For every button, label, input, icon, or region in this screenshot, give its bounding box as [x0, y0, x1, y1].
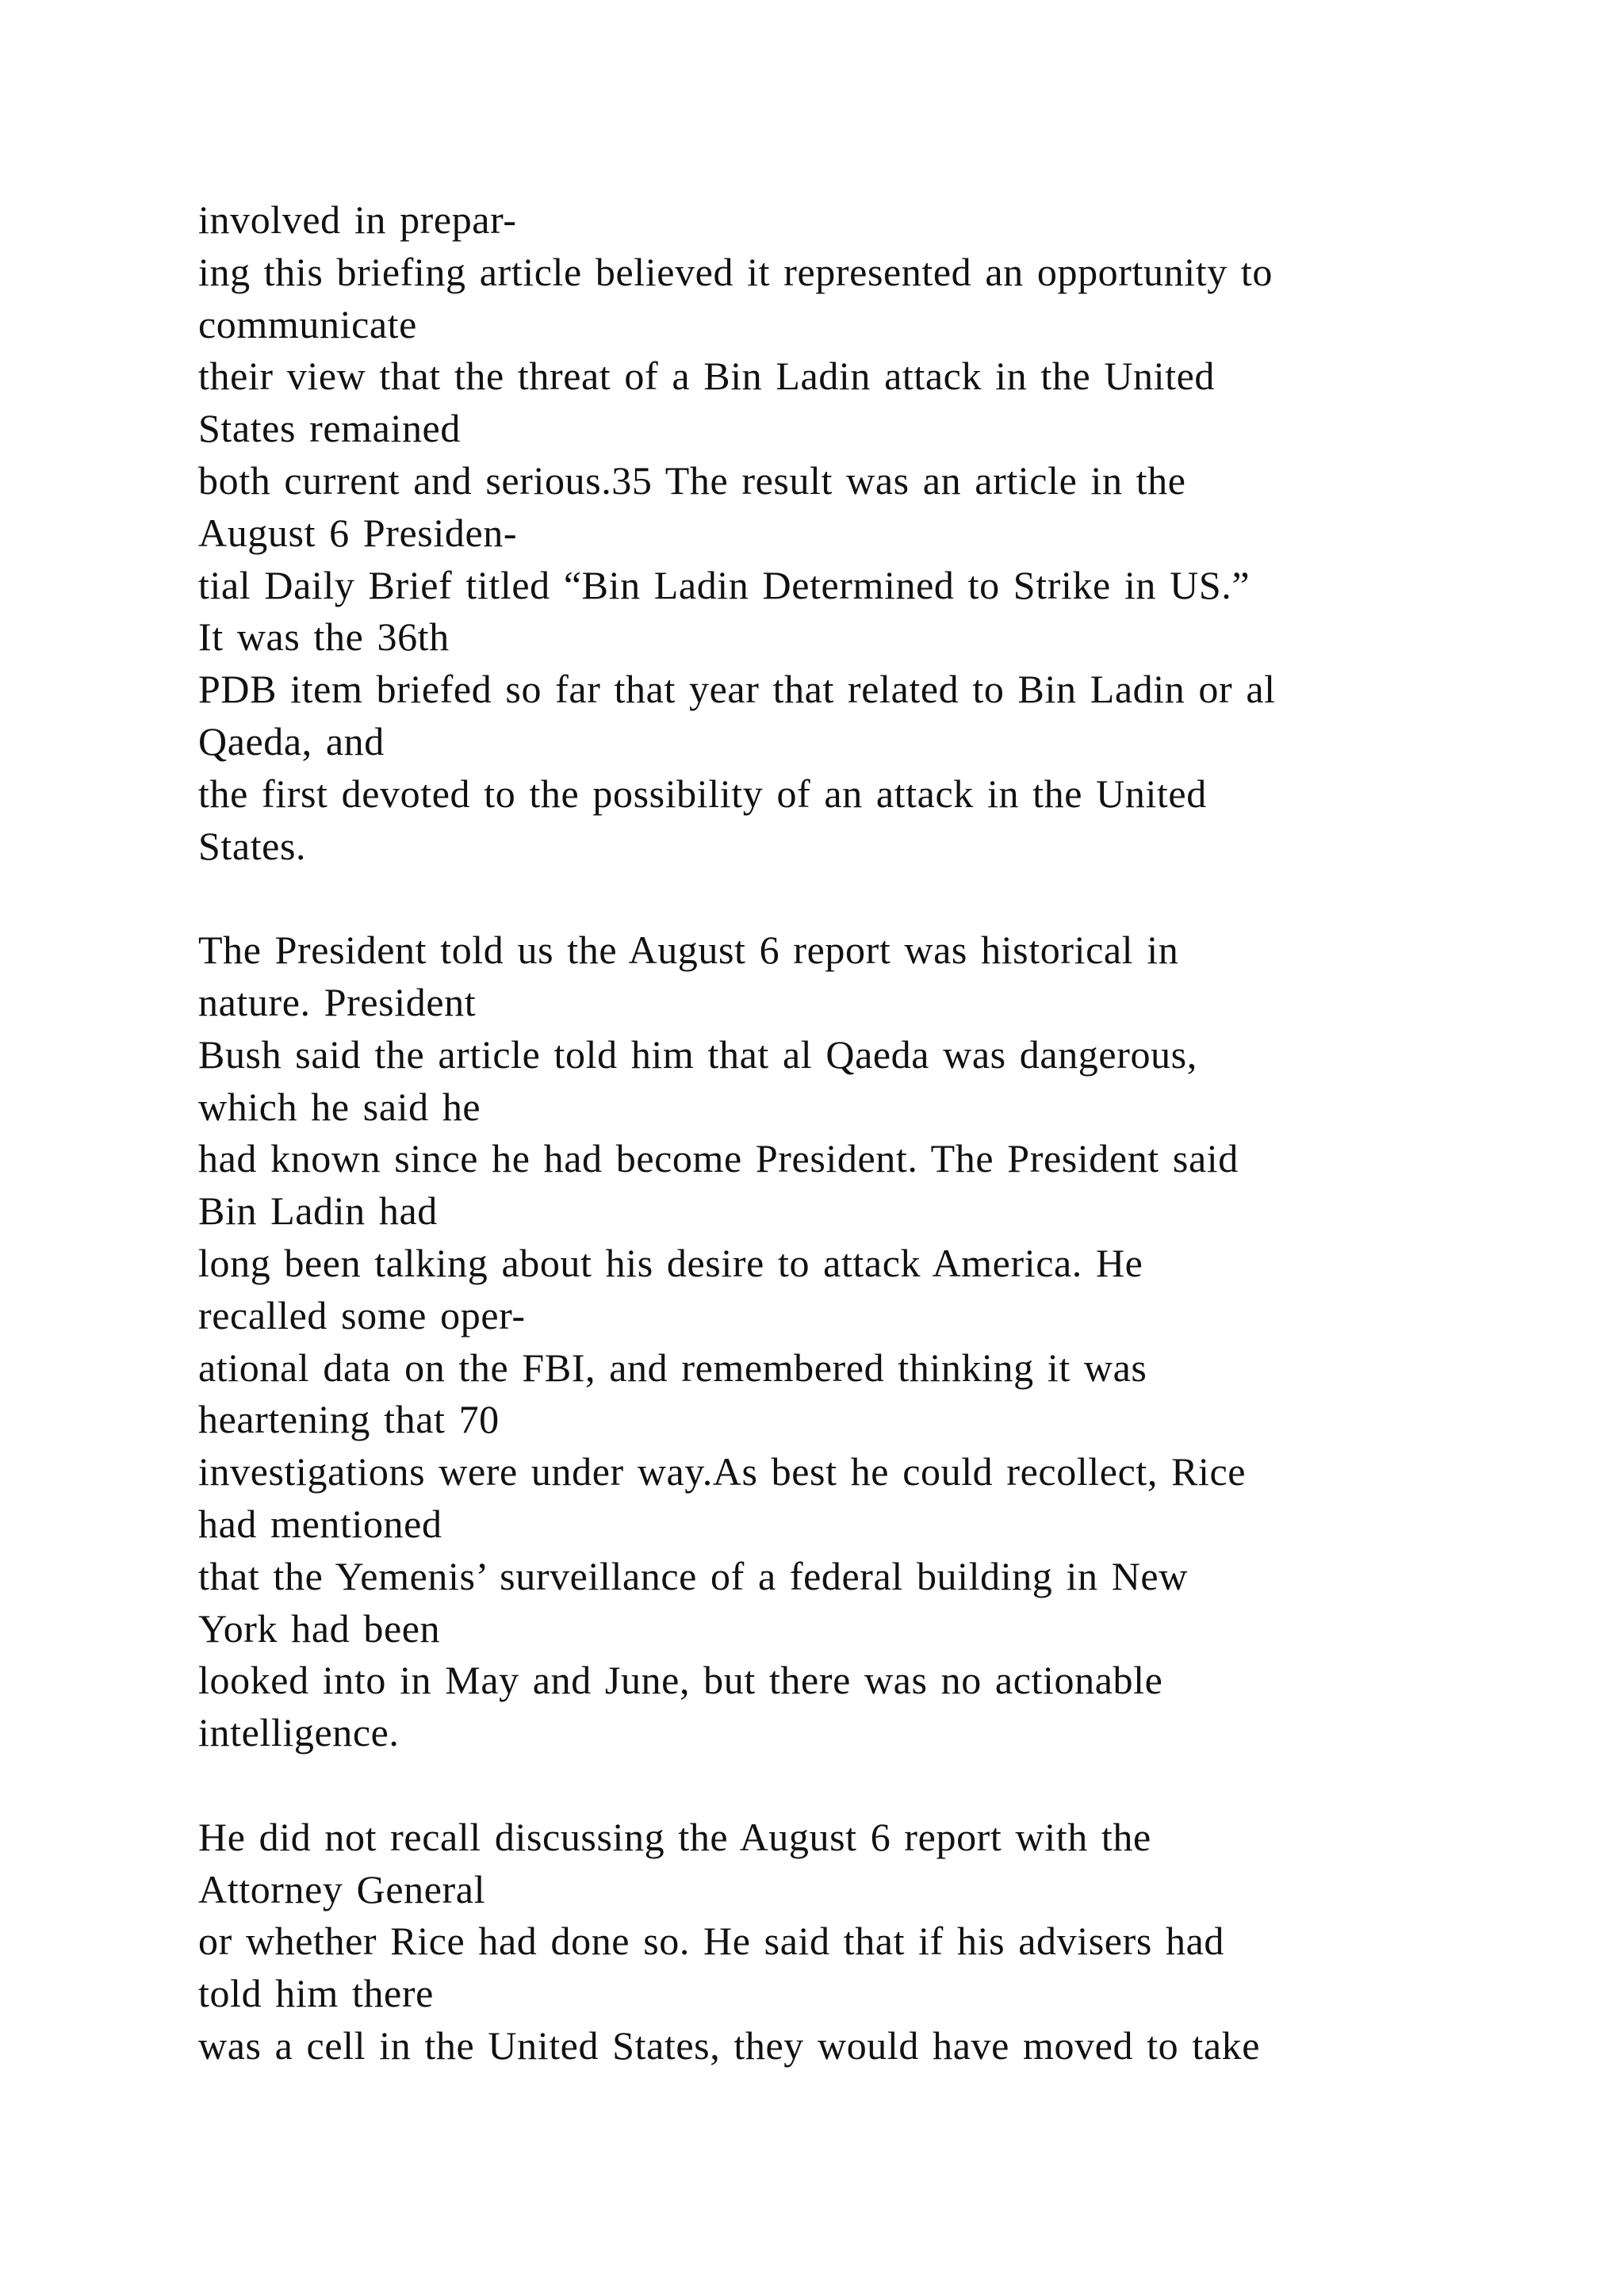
- text-line: communicate: [198, 301, 417, 346]
- text-line: He did not recall discussing the August 6 report with the: [198, 1814, 1151, 1859]
- text-line: which he said he: [198, 1084, 481, 1129]
- text-line: the first devoted to the possibility of an attack in the United: [198, 771, 1207, 816]
- text-line: or whether Rice had done so. He said that if his advisers had: [198, 1919, 1224, 1964]
- text-line: had known since he had become President. The President said: [198, 1136, 1239, 1181]
- text-line: both current and serious.35 The result was an article in the: [198, 457, 1186, 503]
- text-line: It was the 36th: [198, 614, 450, 660]
- text-line: intelligence.: [198, 1710, 400, 1755]
- text-line: had mentioned: [198, 1501, 442, 1546]
- paragraph-break: [198, 1759, 1515, 1812]
- text-line: that the Yemenis’ surveillance of a federal building in New: [198, 1553, 1188, 1598]
- text-line: was a cell in the United States, they would have moved to take: [198, 2022, 1261, 2068]
- text-line: their view that the threat of a Bin Ladin attack in the United: [198, 354, 1216, 399]
- text-line: Qaeda, and: [198, 718, 385, 763]
- text-line: investigations were under way.As best he could recollect, Rice: [198, 1449, 1247, 1494]
- text-line: Attorney General: [198, 1866, 486, 1911]
- text-line: looked into in May and June, but there was no actionable: [198, 1658, 1163, 1703]
- text-line: PDB item briefed so far that year that related to Bin Ladin or al: [198, 667, 1276, 712]
- text-line: recalled some oper-: [198, 1292, 526, 1337]
- text-line: nature. President: [198, 979, 477, 1024]
- text-line: involved in prepar-: [198, 197, 517, 242]
- text-line: The President told us the August 6 report was historical in: [198, 928, 1179, 973]
- body-text: [198, 194, 1515, 2072]
- text-line: ing this briefing article believed it represented an opportunity to: [198, 249, 1273, 294]
- text-line: ational data on the FBI, and remembered thinking it was: [198, 1345, 1147, 1390]
- text-line: tial Daily Brief titled “Bin Ladin Determined to Strike in US.”: [198, 562, 1251, 607]
- text-line: August 6 Presiden-: [198, 510, 518, 555]
- text-line: long been talking about his desire to attack America. He: [198, 1240, 1143, 1285]
- text-line: told him there: [198, 1971, 434, 2016]
- text-line: heartening that 70: [198, 1397, 500, 1442]
- text-line: York had been: [198, 1605, 441, 1651]
- text-line: States remained: [198, 406, 461, 451]
- text-line: Bush said the article told him that al Qaeda was dangerous,: [198, 1031, 1197, 1077]
- text-line: States.: [198, 823, 307, 868]
- text-line: Bin Ladin had: [198, 1188, 438, 1234]
- paragraph-break: [198, 872, 1515, 924]
